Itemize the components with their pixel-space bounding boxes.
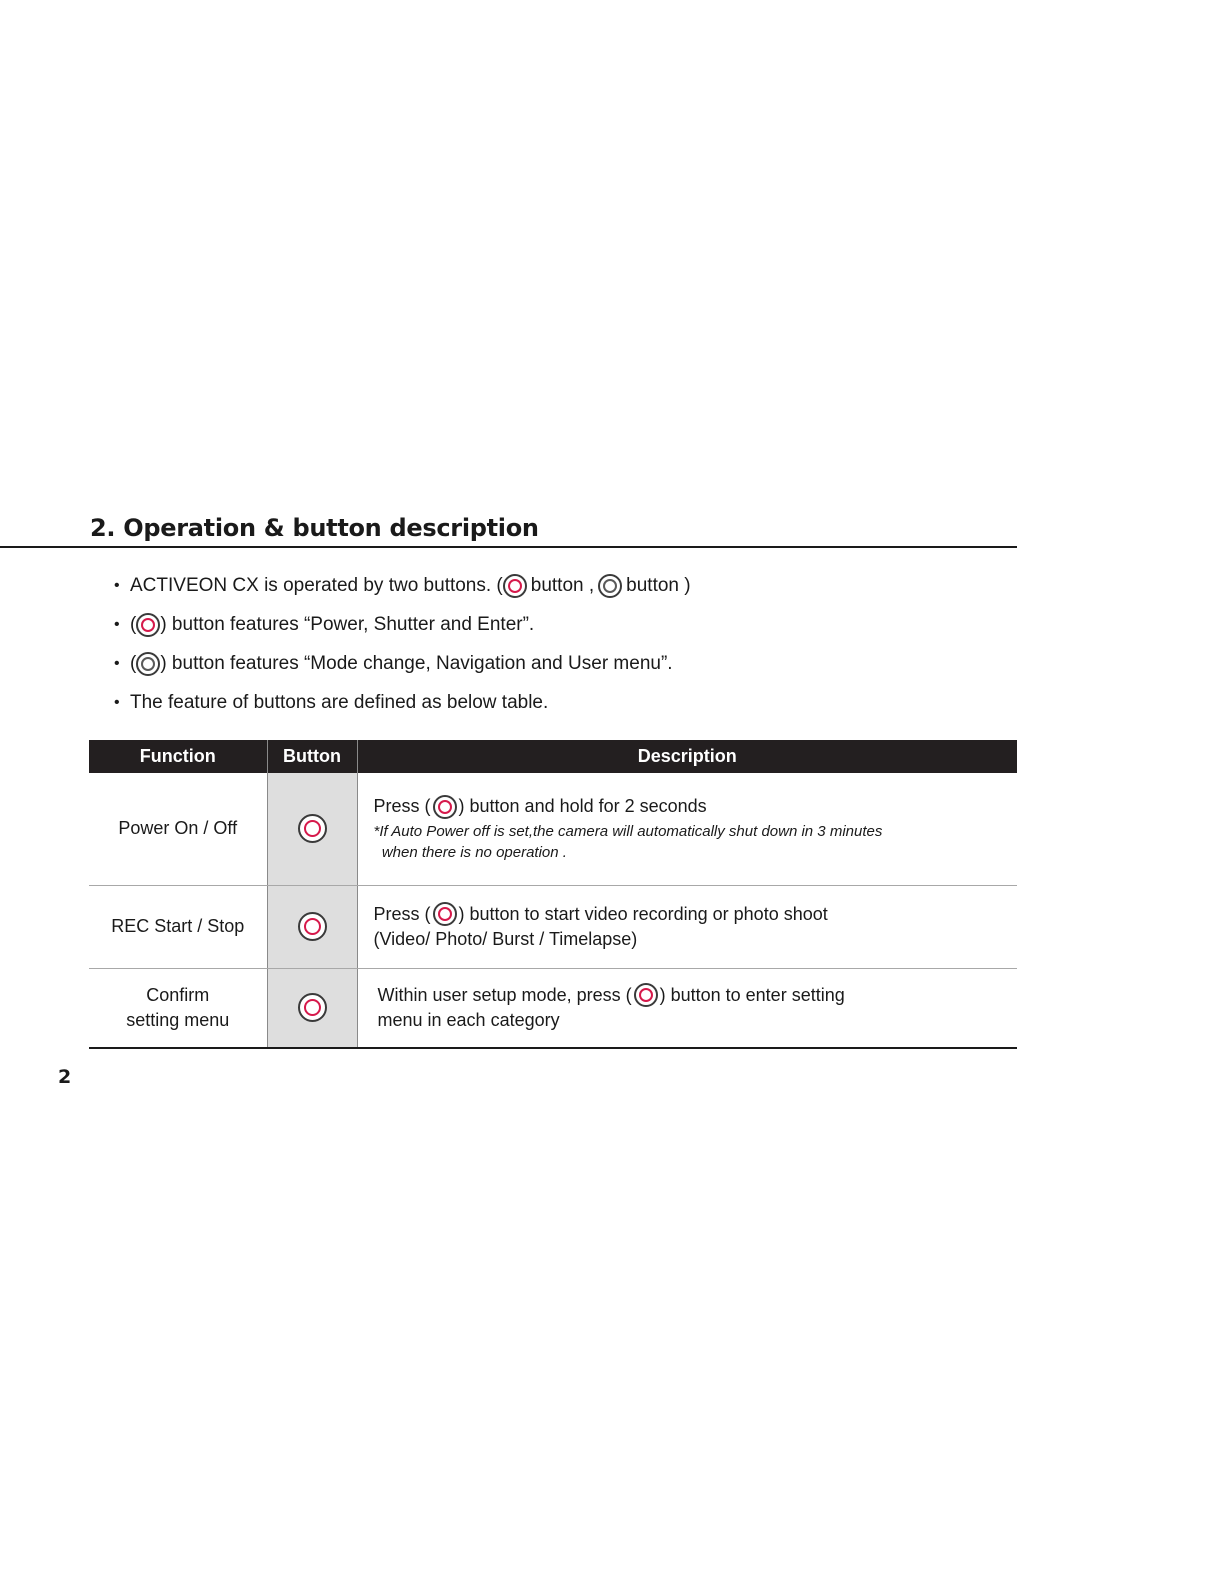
bullet-dot: •	[114, 576, 120, 594]
power-shutter-button-icon	[298, 814, 327, 843]
table-header-row	[89, 740, 1017, 773]
bullet-text: The feature of buttons are defined as below table.	[130, 691, 549, 713]
bullet-text: ACTIVEON CX is operated by two buttons. (	[130, 574, 503, 596]
description-cell	[357, 885, 1017, 968]
section-title: 2. Operation & button description	[90, 514, 539, 542]
bullet-dot: •	[114, 693, 120, 711]
power-shutter-button-icon	[136, 613, 160, 637]
title-divider	[0, 546, 1017, 548]
function-cell	[89, 885, 267, 968]
description-cell	[357, 968, 1017, 1048]
bullet-text: button ,	[530, 574, 595, 596]
function-label: setting menu	[126, 1009, 230, 1030]
bullet-text: ) button features “Power, Shutter and Enter”.	[160, 613, 535, 635]
column-header-description: Description	[357, 740, 1017, 773]
function-label: REC Start / Stop	[111, 916, 245, 936]
function-label: Confirm	[146, 984, 210, 1005]
bullet-item	[114, 566, 994, 605]
page-number: 2	[58, 1066, 72, 1088]
power-shutter-button-icon	[433, 795, 457, 819]
bullet-text: button )	[626, 574, 691, 596]
power-shutter-button-icon	[298, 912, 327, 941]
auto-power-off-note: *If Auto Power off is set,the camera will automatically shut down in 3 minutes when there is no operation .	[373, 823, 883, 862]
description-text: Within user setup mode, press (	[377, 984, 632, 1005]
description-text: ) button and hold for 2 seconds	[458, 796, 707, 817]
description-text: Press (	[373, 796, 431, 817]
button-cell	[267, 968, 357, 1048]
description-cell	[357, 773, 1017, 885]
power-shutter-button-icon	[503, 574, 527, 598]
description-text: ) button to start video recording or photo shoot	[458, 903, 828, 924]
function-cell	[89, 773, 267, 885]
bullet-item	[114, 683, 994, 722]
bullet-dot: •	[114, 615, 120, 633]
table-row	[89, 773, 1017, 885]
table-row	[89, 968, 1017, 1048]
bullet-text: (	[130, 613, 137, 635]
mode-button-icon	[136, 652, 160, 676]
power-shutter-button-icon	[433, 902, 457, 926]
button-cell	[267, 773, 357, 885]
description-text: Press (	[373, 903, 431, 924]
description-text: menu in each category	[377, 1009, 560, 1030]
function-label: Power On / Off	[118, 818, 238, 839]
bullet-dot: •	[114, 654, 120, 672]
button-cell	[267, 885, 357, 968]
feature-bullet-list	[114, 566, 994, 722]
function-cell	[89, 968, 267, 1048]
description-text: (Video/ Photo/ Burst / Timelapse)	[373, 928, 638, 949]
column-header-function: Function	[89, 740, 267, 773]
power-shutter-button-icon	[634, 983, 658, 1007]
button-function-table	[89, 740, 1017, 1049]
description-text: ) button to enter setting	[659, 984, 845, 1005]
table-row	[89, 885, 1017, 968]
bullet-text: ) button features “Mode change, Navigation and User menu”.	[160, 652, 673, 674]
power-shutter-button-icon	[298, 993, 327, 1022]
mode-button-icon	[598, 574, 622, 598]
column-header-button: Button	[267, 740, 357, 773]
bullet-text: (	[130, 652, 137, 674]
bullet-item	[114, 644, 994, 683]
bullet-item	[114, 605, 994, 644]
